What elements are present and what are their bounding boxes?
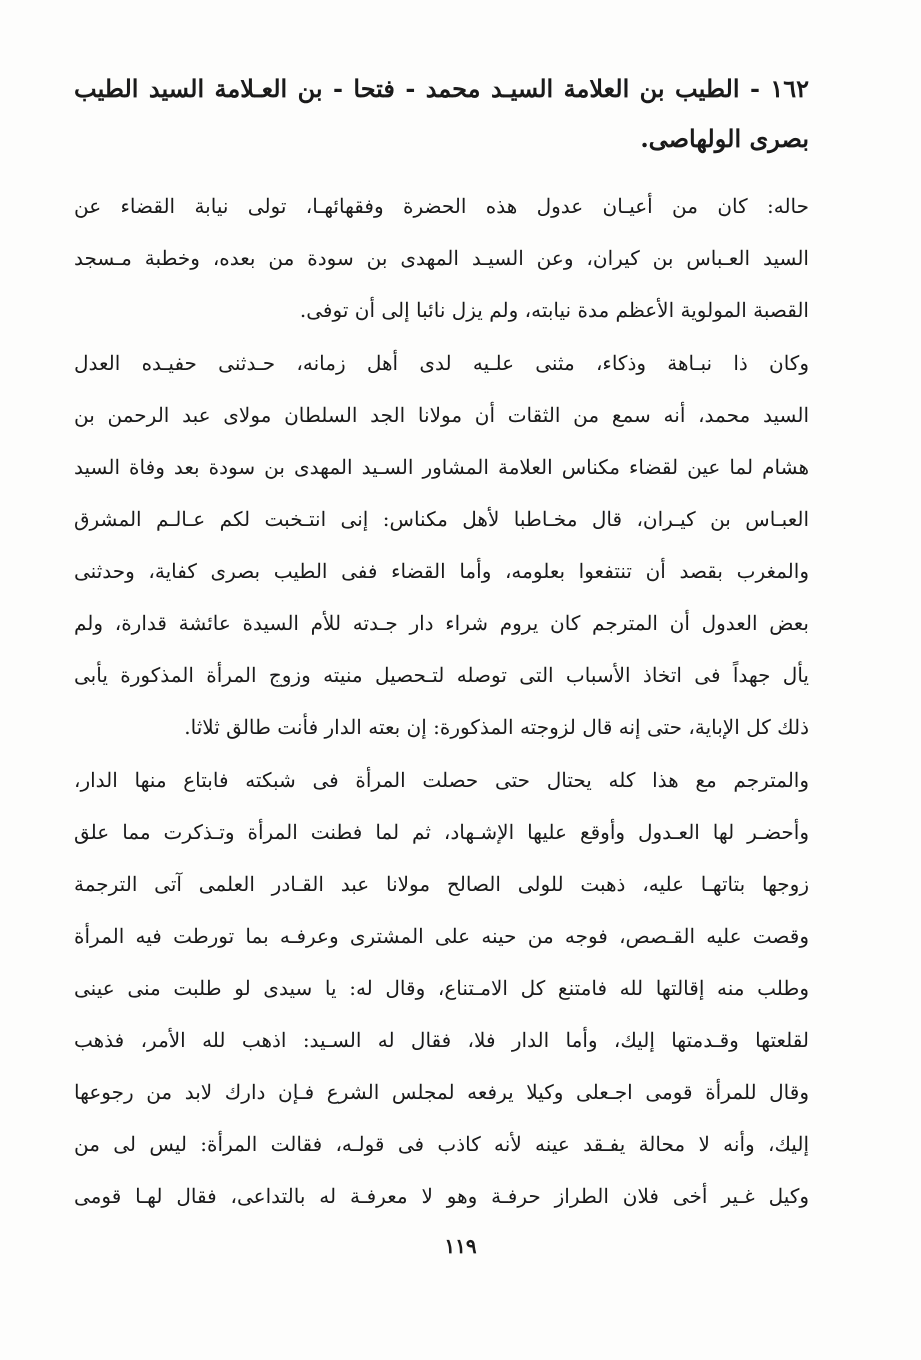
paragraph-line: السيد محمد، أنه سمع من الثقات أن مولانا الجد السلطان مولاى عبد الرحمن بن [74,403,809,427]
page-number: ١١٩ [444,1234,477,1258]
heading-line: بصرى الولهاصى. [640,124,809,153]
paragraph-line: العبـاس بن كيـران، قال مخـاطبا لأهل مكناس: إنى انتـخبت لكم عـالـم المشرق [74,507,809,531]
paragraph-line: إليك، وأنه لا محالة يفـقد عينه لأنه كاذب فى قولـه، فقالت المرأة: ليس لى من [74,1132,809,1156]
paragraph-line: بعض العدول أن المترجم كان يروم شراء دار جـدته للأم السيدة عائشة قدارة، ولم [74,611,809,635]
paragraph-line: حاله: كان من أعيـان عدول هذه الحضرة وفقهائهـا، تولى نيابة القضاء عن [74,194,809,218]
paragraph-line: وأحضـر لها العـدول وأوقع عليها الإشـهاد، ثم لما فطنت المرأة وتـذكرت مما علق [74,820,809,844]
paragraph-line: يأل جهداً فى اتخاذ الأسباب التى توصله لتـحصيل منيته وزوج المرأة المذكورة يأبى [74,663,809,687]
paragraph-line: وطلب منه إقالتها لله فامتنع كل الامـتناع، وقال له: يا سيدى لو طلبت منى عينى [74,976,809,1000]
paragraph-character [74,337,809,753]
paragraph-line: وقال للمرأة قومى اجـعلى وكيلا يرفعه لمجلس الشرع فـإن دارك لابد من رجوعها [74,1080,809,1104]
paragraph-line: والمترجم مع هذا كله يحتال حتى حصلت المرأة فى شبكته فابتاع منها الدار، [74,768,809,792]
paragraph-line: وكيل غـير أخى فلان الطراز حرفـة وهو لا معرفـة له بالتداعى، فقال لهـا قومى [74,1184,809,1208]
entry-heading [74,64,809,164]
paragraph-story [74,754,809,1222]
heading-line: ١٦٢ - الطيب بن العلامة السيـد محمد - فتحا - بن العـلامة السيد الطيب [74,74,809,103]
paragraph-line: وقصت عليه القـصص، فوجه من حينه على المشترى وعرفـه بما تورطت فيه المرأة [74,924,809,948]
paragraph-line: والمغرب بقصد أن تنتفعوا بعلومه، وأما القضاء ففى الطيب بصرى كفاية، وحدثنى [74,559,809,583]
paragraph-line: زوجها بتاتهـا عليه، ذهبت للولى الصالح مولانا عبد القـادر العلمى آتى الترجمة [74,872,809,896]
paragraph-line: ذلك كل الإباية، حتى إنه قال لزوجته المذكورة: إن بعته الدار فأنت طالق ثلاثا. [184,715,809,739]
paragraph-line: هشام لما عين لقضاء مكناس العلامة المشاور السـيد المهدى بن سودة بعد وفاة السيد [74,455,809,479]
paragraph-biography [74,180,809,336]
paragraph-line: السيد العـباس بن كيران، وعن السيـد المهدى بن سودة من بعده، وخطبة مـسجد [74,246,809,270]
paragraph-line: لقلعتها وقـدمتها إليك، وأما الدار فلا، فقال له السـيد: اذهب لله الأمر، فذهب [74,1028,809,1052]
paragraph-line: وكان ذا نبـاهة وذكاء، مثنى علـيه لدى أهل زمانه، حـدثنى حفيـده العدل [74,351,809,375]
paragraph-line: القصبة المولوية الأعظم مدة نيابته، ولم يزل نائبا إلى أن توفى. [299,298,809,322]
